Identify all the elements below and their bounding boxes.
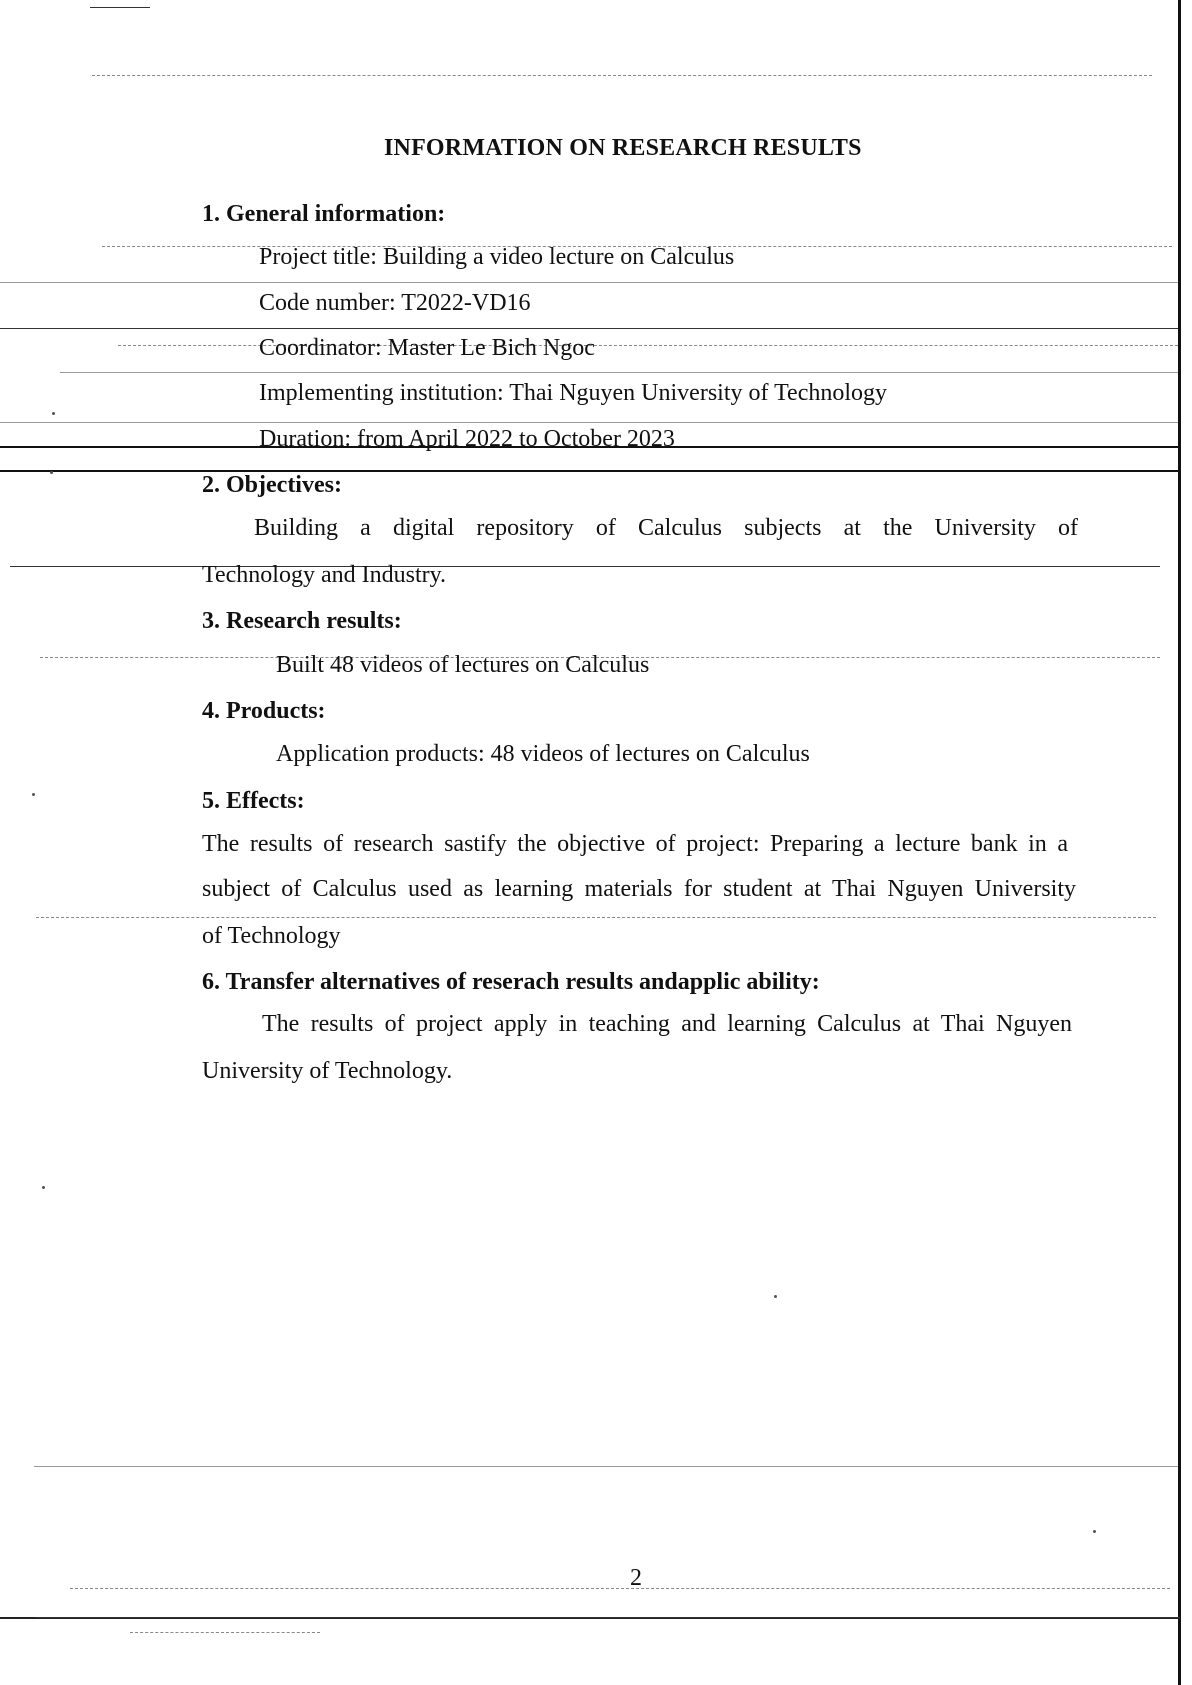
duration-field: Duration: from April 2022 to October 2023 xyxy=(259,426,675,452)
scan-speck xyxy=(50,471,53,474)
section-heading-effects: 5. Effects: xyxy=(202,788,305,814)
transfer-text-line-1: The results of project apply in teaching and learning Calculus at Thai Nguyen xyxy=(262,1011,1072,1037)
coordinator-field: Coordinator: Master Le Bich Ngoc xyxy=(259,335,595,361)
institution-field: Implementing institution: Thai Nguyen University of Technology xyxy=(259,380,888,406)
scan-speck xyxy=(42,1186,45,1189)
scan-speck xyxy=(52,412,55,415)
effects-text-line-2: subject of Calculus used as learning materials for student at Thai Nguyen University xyxy=(202,876,1076,902)
project-title-field: Project title: Building a video lecture on Calculus xyxy=(259,244,735,270)
section-heading-objectives: 2. Objectives: xyxy=(202,472,342,498)
scan-line xyxy=(0,328,1178,329)
section-heading-general: 1. General information: xyxy=(202,201,446,227)
scan-line xyxy=(0,422,1178,423)
effects-text-line-1: The results of research sastify the objective of project: Preparing a lecture bank in a xyxy=(202,831,1068,857)
scan-line xyxy=(34,1466,1178,1467)
objectives-text-line-2: Technology and Industry. xyxy=(202,562,447,588)
scan-line xyxy=(92,75,1152,76)
section-heading-results: 3. Research results: xyxy=(202,608,402,634)
scan-line xyxy=(90,7,150,8)
scan-line xyxy=(0,470,1180,472)
scan-line xyxy=(0,282,1178,283)
scan-line xyxy=(36,1617,1180,1618)
scan-line xyxy=(60,372,1178,373)
code-number-field: Code number: T2022-VD16 xyxy=(259,290,531,316)
results-text: Built 48 videos of lectures on Calculus xyxy=(276,652,650,678)
objectives-text-line-1: Building a digital repository of Calculus subjects at the University of xyxy=(254,515,1078,541)
effects-text-line-3: of Technology xyxy=(202,923,341,949)
page-number: 2 xyxy=(630,1565,642,1591)
section-heading-transfer: 6. Transfer alternatives of reserach results andapplic ability: xyxy=(202,969,820,995)
section-heading-products: 4. Products: xyxy=(202,698,326,724)
scan-border-right xyxy=(1178,0,1181,1685)
scan-speck xyxy=(1093,1530,1096,1533)
scan-speck xyxy=(774,1295,777,1298)
scan-line xyxy=(36,917,1156,918)
document-title: INFORMATION ON RESEARCH RESULTS xyxy=(384,135,862,161)
transfer-text-line-2: University of Technology. xyxy=(202,1058,453,1084)
scan-speck xyxy=(32,793,35,796)
scan-line xyxy=(10,566,1160,567)
scan-line xyxy=(70,1588,1170,1589)
products-text: Application products: 48 videos of lectures on Calculus xyxy=(276,741,810,767)
scan-line xyxy=(130,1632,320,1633)
